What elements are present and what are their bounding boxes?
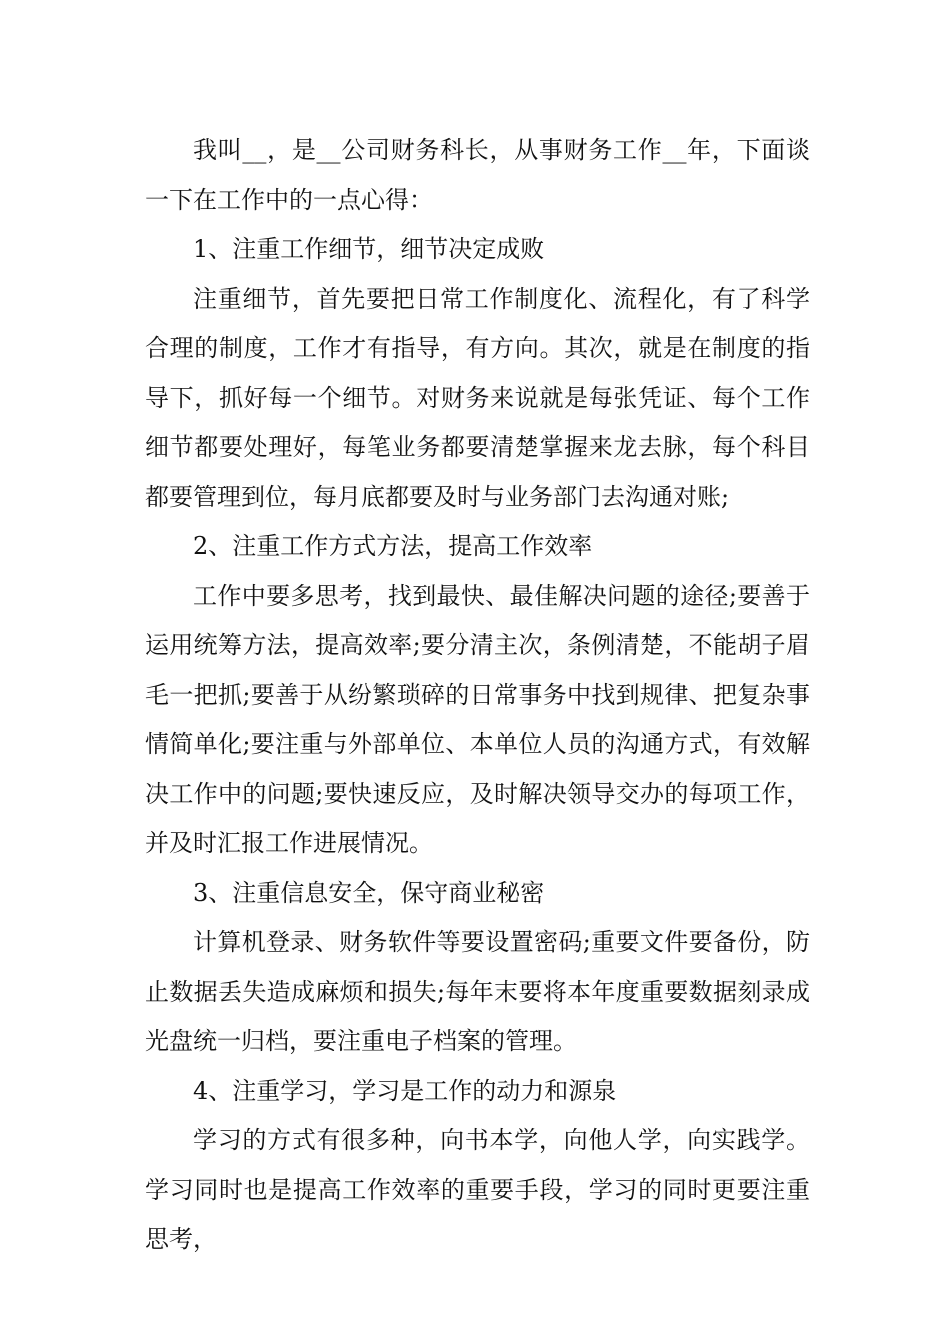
section-heading-1: 1、注重工作细节，细节决定成败 bbox=[193, 235, 545, 263]
section-body-4: 学习的方式有很多种，向书本学，向他人学，向实践学。学习同时也是提高工作效率的重要手段，学习的同时更要注重思考， bbox=[145, 1126, 810, 1253]
section-body-1: 注重细节，首先要把日常工作制度化、流程化，有了科学合理的制度，工作才有指导，有方向。其次，就是在制度的指导下，抓好每一个细节。对财务来说就是每张凭证、每个工作细节都要处理好，每笔业务都要清楚掌握来龙去脉，每个科目都要管理到位，每月底都要及时与业务部门去沟通对账; bbox=[145, 284, 810, 511]
section-heading-2: 2、注重工作方式方法，提高工作效率 bbox=[193, 532, 593, 560]
section-body-2: 工作中要多思考，找到最快、最佳解决问题的途径;要善于运用统筹方法，提高效率;要分清主次，条例清楚，不能胡子眉毛一把抓;要善于从纷繁琐碎的日常事务中找到规律、把复杂事情简单化;要注重与外部单位、本单位人员的沟通方式，有效解决工作中的问题;要快速反应，及时解决领导交办的每项工作，并及时汇报工作进展情况。 bbox=[145, 581, 810, 857]
section-heading-4: 4、注重学习，学习是工作的动力和源泉 bbox=[193, 1076, 617, 1105]
section-body-3: 计算机登录、财务软件等要设置密码;重要文件要备份，防止数据丢失造成麻烦和损失;每年末要将本年度重要数据刻录成光盘统一归档，要注重电子档案的管理。 bbox=[145, 928, 810, 1055]
section-heading-3: 3、注重信息安全，保守商业秘密 bbox=[193, 878, 545, 907]
intro-paragraph: 我叫__，是__公司财务科长，从事财务工作__年，下面谈一下在工作中的一点心得： bbox=[145, 136, 810, 214]
document-body bbox=[145, 126, 810, 1265]
